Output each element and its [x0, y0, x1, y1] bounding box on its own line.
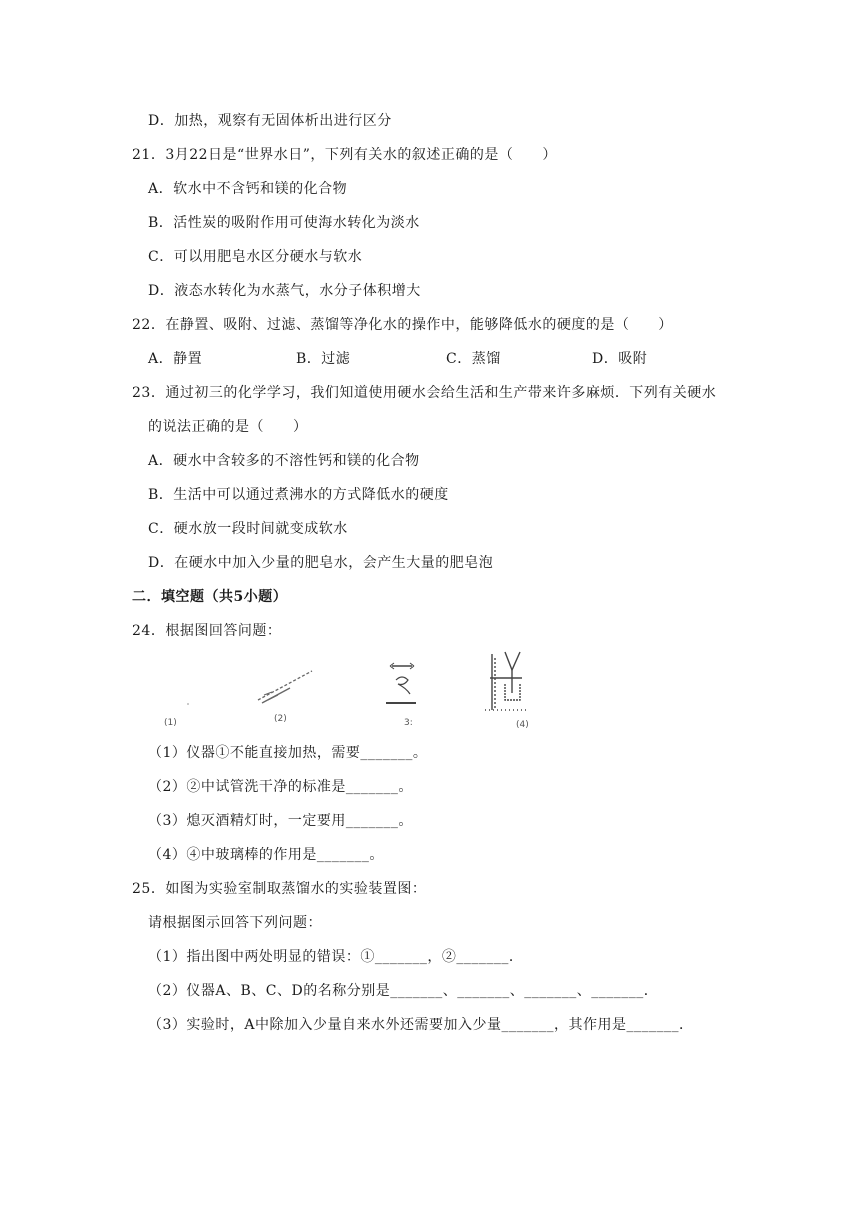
filtration-setup-illustration: [485, 652, 528, 710]
q22-option-b: B．过滤: [296, 351, 351, 367]
q21-option-c: C．可以用肥皂水区分硬水与软水: [148, 249, 363, 265]
q25-part-1: （1）指出图中两处明显的错误：①_______，②_______．: [148, 949, 524, 965]
question-24: 24．根据图回答问题：: [132, 623, 282, 639]
q23-option-b: B．生活中可以通过煮沸水的方式降低水的硬度: [148, 487, 449, 503]
q23-option-a: A．硬水中含较多的不溶性钙和镁的化合物: [148, 453, 420, 469]
q22-option-c: C．蒸馏: [446, 351, 501, 367]
lab-apparatus-figure: [160, 648, 560, 730]
q22-option-d: D．吸附: [592, 351, 648, 367]
question-23: 23．通过初三的化学学习，我们知道使用硬水会给生活和生产带来许多麻烦．下列有关硬水: [132, 385, 717, 401]
q24-part-1: （1）仪器①不能直接加热，需要_______。: [148, 745, 428, 761]
figure-label-2: (2): [274, 714, 287, 724]
q25-part-2: （2）仪器A、B、C、D的名称分别是_______、_______、_______、_______．: [148, 983, 659, 999]
question-22: 22．在静置、吸附、过滤、蒸馏等净化水的操作中，能够降低水的硬度的是（ ）: [132, 317, 673, 333]
q24-part-2: （2）②中试管洗干净的标准是_______。: [148, 779, 413, 795]
figure-label-3: 3:: [404, 718, 413, 728]
question-25: 25．如图为实验室制取蒸馏水的实验装置图：: [132, 881, 427, 897]
question-23-continued: 的说法正确的是（ ）: [148, 419, 308, 435]
q23-option-c: C．硬水放一段时间就变成软水: [148, 521, 348, 537]
figure-label-1: (1): [164, 718, 177, 728]
q21-option-d: D．液态水转化为水蒸气，水分子体积增大: [148, 283, 421, 299]
question-25-instruction: 请根据图示回答下列问题：: [148, 915, 322, 931]
q21-option-a: A．软水中不含钙和镁的化合物: [148, 181, 348, 197]
section-heading: 二．填空题（共5小题）: [132, 589, 288, 605]
figure-label-4: (4): [516, 720, 529, 730]
test-tube-illustration: [258, 671, 312, 703]
q20-option-d: D．加热，观察有无固体析出进行区分: [148, 113, 392, 129]
question-21: 21．3月22日是“世界水日”，下列有关水的叙述正确的是（ ）: [132, 147, 557, 163]
lab-apparatus-illustration: [160, 648, 560, 730]
q21-option-b: B．活性炭的吸附作用可使海水转化为淡水: [148, 215, 420, 231]
q24-part-4: （4）④中玻璃棒的作用是_______。: [148, 847, 384, 863]
q24-part-3: （3）熄灭酒精灯时，一定要用_______。: [148, 813, 413, 829]
q22-option-a: A．静置: [148, 351, 203, 367]
q25-part-3: （3）实验时，A中除加入少量自来水外还需要加入少量_______，其作用是_______．: [148, 1017, 694, 1033]
q23-option-d: D．在硬水中加入少量的肥皂水，会产生大量的肥皂泡: [148, 555, 494, 571]
alcohol-lamp-illustration: [386, 663, 416, 703]
